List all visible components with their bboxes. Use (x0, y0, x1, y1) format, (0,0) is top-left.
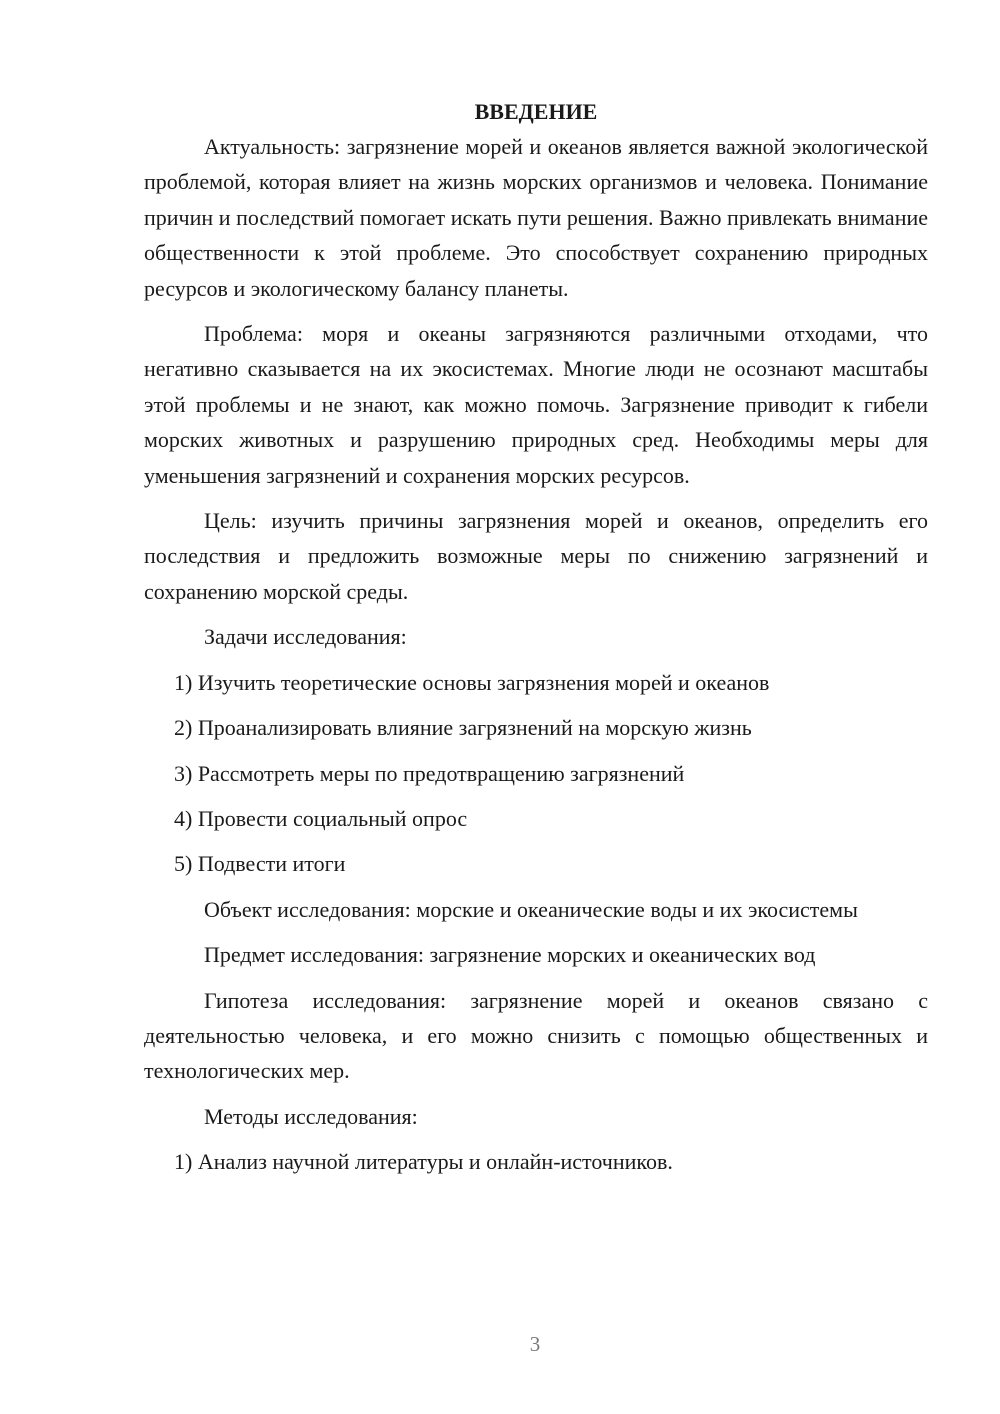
object-paragraph: Объект исследования: морские и океанические воды и их экосистемы (204, 896, 858, 922)
list-item: 1) Изучить теоретические основы загрязнения морей и океанов (174, 669, 770, 695)
problem-paragraph: Проблема: моря и океаны загрязняются различными отходами, что негативно сказывается на их экосистемах. Многие люди не осознают масштабы этой проблемы и не знают, как можно помочь. Загрязнение приводит к гибели морских животных и разрушению природных сред. Необходимы меры для уменьшения загрязнений и сохранения морских ресурсов. (144, 321, 928, 488)
list-item: 5) Подвести итоги (174, 851, 346, 877)
relevance-paragraph: Актуальность: загрязнение морей и океанов является важной экологической проблемой, которая влияет на жизнь морских организмов и человека. Понимание причин и последствий помогает искать пути решения. Важно привлекать внимание общественности к этой проблеме. Это способствует сохранению природных ресурсов и экологическому балансу планеты. (144, 134, 928, 301)
methods-list (144, 1144, 928, 1179)
subject-paragraph: Предмет исследования: загрязнение морских и океанических вод (204, 942, 816, 968)
goal-paragraph: Цель: изучить причины загрязнения морей и океанов, определить его последствия и предложить возможные меры по снижению загрязнений и сохранению морской среды. (144, 508, 928, 604)
list-item: 1) Анализ научной литературы и онлайн-источников. (174, 1149, 673, 1175)
tasks-list (144, 665, 928, 882)
section-heading: ВВЕДЕНИЕ (474, 99, 598, 124)
methods-title: Методы исследования: (204, 1103, 418, 1129)
hypothesis-paragraph: Гипотеза исследования: загрязнение морей и океанов связано с деятельностью человека, и его можно снизить с помощью общественных и технологических мер. (144, 987, 928, 1084)
page-number: 3 (529, 1332, 541, 1356)
list-item: 3) Рассмотреть меры по предотвращению загрязнений (174, 760, 685, 786)
document-page (144, 94, 928, 1190)
list-item: 2) Проанализировать влияние загрязнений на морскую жизнь (174, 715, 752, 741)
list-item: 4) Провести социальный опрос (174, 805, 468, 831)
tasks-title: Задачи исследования: (204, 624, 407, 650)
